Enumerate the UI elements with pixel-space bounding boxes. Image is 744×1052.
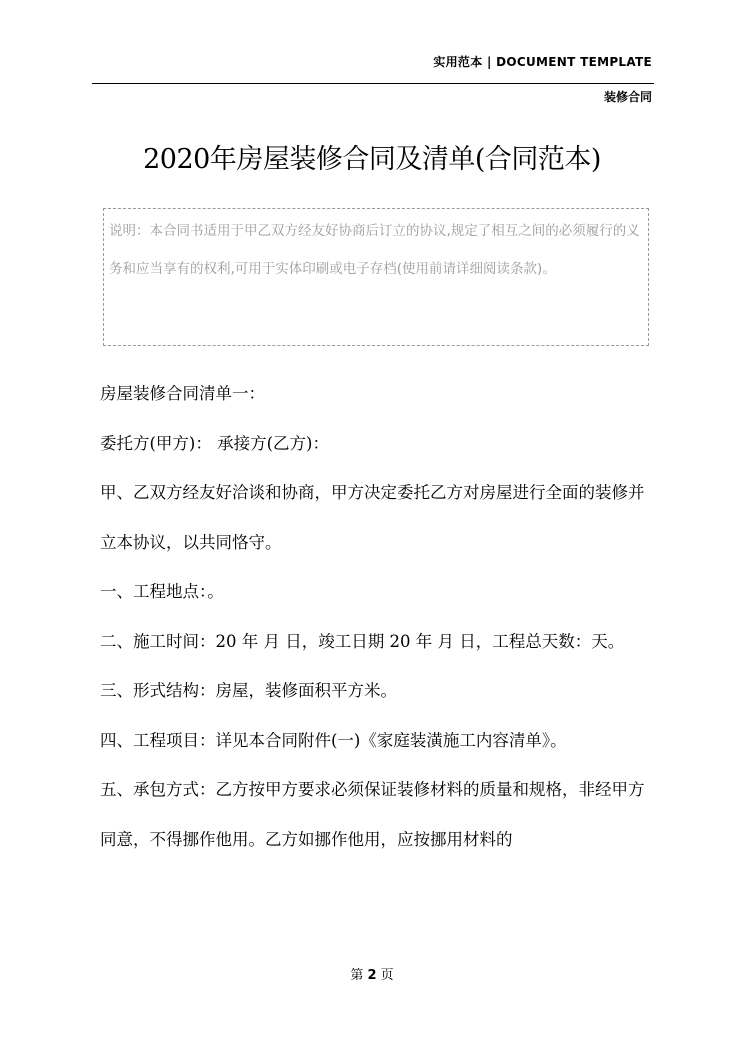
body-paragraph: 房屋装修合同清单一： xyxy=(100,384,265,403)
page-prefix: 第 xyxy=(350,968,364,983)
header-divider xyxy=(92,83,654,84)
body-paragraph: 一、工程地点：。 xyxy=(100,582,224,601)
page-footer xyxy=(0,964,744,983)
page-suffix: 页 xyxy=(380,968,394,983)
notice-text: 说明：本合同书适用于甲乙双方经友好协商后订立的协议,规定了相互之间的必须履行的义务和应当享有的权利,可用于实体印刷或电子存档(使用前请详细阅读条款)。 xyxy=(109,223,640,277)
header-subtitle: 装修合同 xyxy=(603,90,652,104)
page-number: 2 xyxy=(367,968,377,983)
document-title: 2020年房屋装修合同及清单(合同范本) xyxy=(143,144,601,175)
document-body xyxy=(100,369,660,864)
body-paragraph: 四、工程项目：详见本合同附件(一)《家庭装潢施工内容清单》。 xyxy=(100,730,567,750)
notice-box xyxy=(103,208,649,346)
body-paragraph: 甲、乙双方经友好洽谈和协商，甲方决定委托乙方对房屋进行全面的装修并立本协议，以共同恪守。 xyxy=(100,483,645,552)
body-paragraph: 委托方(甲方)： 承接方(乙方)： xyxy=(100,433,329,453)
body-paragraph: 二、施工时间：20 年 月 日，竣工日期 20 年 月 日，工程总天数：天。 xyxy=(100,631,625,651)
body-paragraph: 三、形式结构：房屋，装修面积平方米。 xyxy=(100,681,397,700)
body-paragraph: 五、承包方式：乙方按甲方要求必须保证装修材料的质量和规格，非经甲方同意，不得挪作他用。乙方如挪作他用，应按挪用材料的 xyxy=(100,780,645,849)
header-brand: 实用范本 | DOCUMENT TEMPLATE xyxy=(433,55,652,69)
